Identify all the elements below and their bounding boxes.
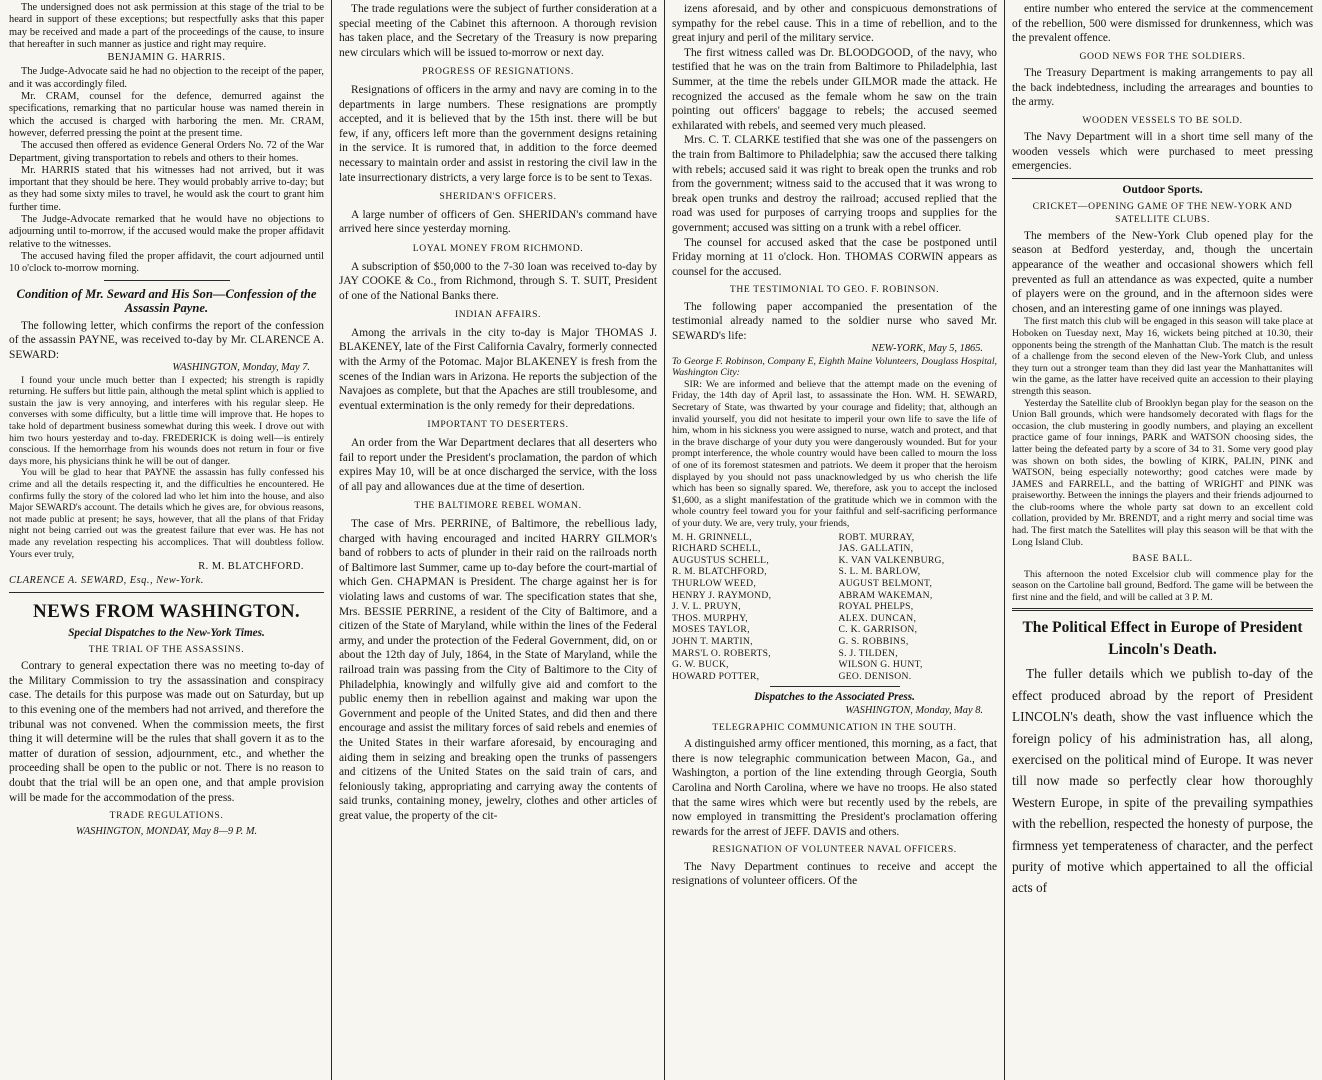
signer-name: M. H. GRINNELL,: [672, 531, 752, 543]
special-dispatches-label: Special Dispatches to the New-York Times.: [68, 626, 265, 639]
column-1: [2, 0, 332, 1080]
sheridans-officers-paragraph: A large number of officers of Gen. SHERIDAN's command have arrived here since yesterday morning.: [339, 208, 657, 236]
deserters-paragraph: An order from the War Department declares that all deserters who fail to report under the President's proclamation, the pardon of which expires May 10, will be at once discharged the service, with the loss of all pay and allowances due at the time of desertion.: [339, 437, 657, 493]
signer-name: ABRAM WAKEMAN,: [838, 589, 933, 601]
seward-condition-headline: Condition of Mr. Seward and His Son—Confession of the Assassin Payne.: [16, 286, 317, 316]
cricket-paragraph-1: The members of the New-York Club opened play for the season at Bedford yesterday, and, though the uncertain appearance of the weather and occasional showers which fell prevented as full an attendance as was expected, quite a number of players were on the ground, and in the afternoon sides were chosen, and an interesting game of one innings was played.: [1012, 229, 1313, 315]
telegraphic-subhead: TELEGRAPHIC COMMUNICATION IN THE SOUTH.: [712, 721, 957, 733]
testimonial-letter: SIR: We are informed and believe that the attempt made on the evening of Friday, the 14th day of April last, to assassinate the Hon. WM. H. SEWARD, Secretary of State, was thwarted by your courage and fidelity; that, although an invalid yourself, you did not hesitate to imperil your own life to save the life of him, whom in his sickness you were assigned to nurse, watch and protect, and that in the brave discharge of your duty you were dangerously wounded. But for your prompt interference, the whole country would have been called to mourn the loss of one of its foremost statesmen and patriots. We deem it proper that the heroism displayed by you should not pass unacknowledged by us who cherish the life which has been so signally spared. We, therefore, ask you to accept the inclosed $1,600, as a slight manifestation of the gratitude which we in common with the whole country feel toward you for your faithful and self-sacrificing performance of your duty. We are, very truly, your friends,: [672, 378, 997, 529]
trade-regulations-paragraph: The trade regulations were the subject of further consideration at a special meeting of the Cabinet this afternoon. A thorough revision has taken place, and the Secretary of the Treasury is now preparing new circulars which will be issued to-morrow or next day.: [339, 3, 657, 59]
divider: [1012, 608, 1313, 611]
trade-regulations-subhead: TRADE REGULATIONS.: [109, 810, 224, 822]
lincoln-death-headline: The Political Effect in Europe of President Lincoln's Death.: [1022, 619, 1303, 659]
signer-name: HENRY J. RAYMOND,: [672, 589, 772, 601]
rebel-woman-continued: izens aforesaid, and by other and conspicuous demonstrations of sympathy for the rebel cause. This in a time of rebellion, and to the great injury and peril of the military service.: [672, 3, 997, 45]
seward-letter-body: I found your uncle much better than I expected; his strength is rapidly returning. He suffers but little pain, although the metal splint which is applied to sustain the jaw is very annoying, and interferes with his regular sleep. He converses with some difficulty, but a little time will improve that. He hopes to take hold of department business somewhat during this week. I drove out with him two hours yesterday and to-day. FREDERICK is doing well—is entirely conscious. If the hemorrhage from his wounds does not return in four or five days more, his physicians think he will be out of danger.: [9, 374, 324, 467]
judge-advocate-paragraph: The Judge-Advocate said he had no objection to the receipt of the paper, and it was accordingly filed.: [9, 66, 324, 90]
wooden-vessels-subhead: WOODEN VESSELS TO BE SOLD.: [1082, 114, 1243, 126]
column-3: [665, 0, 1005, 1080]
signature-blatchford: R. M. BLATCHFORD.: [198, 561, 304, 573]
judge-advocate-remark-paragraph: The Judge-Advocate remarked that he would have no objections to adjourning until to-morrow, if the accused would make the proper affidavit relative to the witnesses.: [9, 214, 324, 250]
signer-name: GEO. DENISON.: [838, 670, 912, 682]
signer-name: JAS. GALLATIN,: [838, 543, 914, 555]
signer-name: RICHARD SCHELL,: [672, 543, 761, 555]
indian-affairs-paragraph: Among the arrivals in the city to-day is Major THOMAS J. BLAKENEY, late of the First California Cavalry, formerly connected with the Army of the Potomac. Major BLAKENEY is fresh from the scenes of the Indian wars in Arizona. He reports the subjection of the Navajoes as complete, but that the Apaches are still troublesome, and eventual extermination is the only remedy for their depredations.: [339, 326, 657, 412]
cram-paragraph: Mr. CRAM, counsel for the defence, demurred against the specifications, remarking that no particular house was named therein in which the accused is charged with harboring the men. Mr. CRAM, however, deferred pressing the point at the present time.: [9, 91, 324, 139]
testimonial-intro: The following paper accompanied the presentation of the testimonial already named to the soldier nurse who saved Mr. SEWARD's life:: [672, 300, 997, 342]
signer-name: ALEX. DUNCAN,: [838, 612, 917, 624]
clarke-testimony: Mrs. C. T. CLARKE testified that she was one of the passengers on the train from Baltimore to Philadelphia; saw the accused there talking with rebels; accused said it was right to break open the trunks and rob from the government; witness said to the accused that it was wrong to break open trunks and destroy the railroad; accused replied that the road was used for purposes of carrying troops and supplies for the government; accused was sitting on a trunk with a rebel officer.: [672, 134, 997, 234]
signer-name: G. W. BUCK,: [672, 659, 729, 671]
base-ball-paragraph: This afternoon the noted Excelsior club will commence play for the season on the Cartoline ball ground, Bedford. The game will be between the first nine and the field, and will be called at 3 P. M.: [1012, 568, 1313, 603]
signer-name: ROBT. MURRAY,: [838, 531, 915, 543]
signature-harris: BENJAMIN G. HARRIS.: [107, 52, 226, 64]
cricket-paragraph-3: Yesterday the Satellite club of Brooklyn began play for the season on the Union Ball grounds, which were handsomely decorated with flags for the occasion, the club mustering in goodly numbers, and playing an excellent practice game of four innings, PARK and WATSON choosing sides, the latter being the defeated party by a score of 34 to 31. Some very good play was shown on both sides, the bowling of KIRK, PALIN, PINK and WATSON, being especially noteworthy; good catches were made by JAMES and FARRELL, and the batting of WRIGHT and PINK was praiseworthy. Between the innings the players and their friends adjourned to the club-rooms where the whole party sat down to an excellent cold collation, provided by Mr. BRENDT, and a right merry and social time was had. The first match the Satellites will play this season will be that with the Long Island Club.: [1012, 397, 1313, 548]
trial-of-assassins-subhead: THE TRIAL OF THE ASSASSINS.: [88, 644, 245, 655]
signers-list: [672, 532, 997, 683]
harris-witnesses-paragraph: Mr. HARRIS stated that his witnesses had not arrived, but it was important that they should be here. They would probably arrive to-day; but as they had some sixty miles to travel, he would ask the court to grant him further time.: [9, 164, 324, 213]
resignations-paragraph: Resignations of officers in the army and navy are coming in to the departments in large numbers. These resignations are promptly accepted, and it is believed that by the 15th inst. there will be but few, if any, officers left more than the government designs retaining in the service. It is rumored that, in addition to the force deemed necessary to maintain order and assist in restoring the civil law in the late insurrectionary districts, a very large force is to be sent to Texas.: [339, 83, 657, 184]
signer-name: JOHN T. MARTIN,: [672, 635, 753, 647]
signer-name: G. S. ROBBINS,: [838, 635, 909, 647]
seward-letter-dateline: WASHINGTON, Monday, May 7.: [172, 362, 310, 374]
column-4: [1005, 0, 1320, 1080]
signer-name: HOWARD POTTER,: [672, 670, 760, 682]
outdoor-sports-title: Outdoor Sports.: [1122, 182, 1203, 196]
general-orders-paragraph: The accused then offered as evidence General Orders No. 72 of the War Department, giving transportation to rebels and others to their homes.: [9, 140, 324, 164]
news-from-washington-banner: NEWS FROM WASHINGTON.: [33, 600, 300, 622]
divider: [104, 280, 230, 281]
postponement-paragraph: The counsel for accused asked that the case be postponed until Friday morning at 11 o'clock. Hon. THOMAS CORWIN appears as counsel for the accused.: [672, 236, 997, 278]
naval-resignation-paragraph: The Navy Department continues to receive and accept the resignations of volunteer officers. Of the: [672, 860, 997, 888]
signer-name: K. VAN VALKENBURG,: [838, 554, 945, 566]
baltimore-rebel-woman-subhead: THE BALTIMORE REBEL WOMAN.: [414, 500, 582, 512]
loyal-money-paragraph: A subscription of $50,000 to the 7-30 loan was received to-day by JAY COOKE & Co., from Richmond, through S. T. SUIT, President of one of the National Banks there.: [339, 260, 657, 302]
naval-resignation-continued: entire number who entered the service at the commencement of the rebellion, 500 were dismissed for drunkenness, which was the prevalent offence.: [1012, 3, 1313, 45]
baltimore-rebel-woman-paragraph: The case of Mrs. PERRINE, of Baltimore, the rebellious lady, charged with having encouraged and incited HARRY GILMOR's band of robbers to acts of plunder in their raid on the railroads north of Baltimore last Summer, came up to-day before the court-martial of which Gen. CHAPMAN is President. The charge against her is for violating laws and customs of war. The specification states that she, Mrs. BESSIE PERRINE, a resident of the City of Baltimore, and a citizen of the State of Maryland, while within the lines of the Federal army, and under the protection of the Federal Government, did, on or about the 12th day of July, 1864, in the State of Maryland, while the railroad train was passing from the City of Baltimore to the City of Philadelphia, knowingly and wilfully give aid and comfort to the public enemy then in rebellion against and making war upon the Government and people of the United States, and did then and there encourage and assist the military forces of said rebels and enemies of the United States in their warfare aforesaid, by encouraging and aiding them in seizing and breaking open the trunks of passengers and citizens of the United States on the said train of cars, and feloniously taking, appropriating and carrying away the contents of said trunks, containing money, jewelry, clothes and other articles of great value, the property of the cit-: [339, 518, 657, 822]
trade-dateline: WASHINGTON, MONDAY, May 8—9 P. M.: [75, 825, 258, 837]
signer-name: ROYAL PHELPS,: [838, 601, 914, 613]
associated-press-dateline: WASHINGTON, Monday, May 8.: [845, 704, 983, 716]
wooden-vessels-paragraph: The Navy Department will in a short time sell many of the wooden vessels which were purchased to meet pressing emergencies.: [1012, 131, 1313, 173]
bloodgood-testimony: The first witness called was Dr. BLOODGOOD, of the navy, who testified that he was on the train from Baltimore to Philadelphia, last Summer, at the time the rebels under GILMOR made the attack. He recognized the accused as the female whom he saw on the train pointing out officers' baggage to rebels; the accused seemed exhilarated with rebels, and seemed very much pleased.: [672, 46, 997, 132]
lincoln-death-paragraph: The fuller details which we publish to-day of the effect produced abroad by the report of President LINCOLN's death, show the vast influence which the foreign policy of his administration has, all along, exercised on the political mind of Europe. It was never till now made so perfectly clear how thoroughly Western Europe, in spite of the prevailing sympathies with the rebellion, respected the honesty of purpose, the firmness yet temperateness of character, and the perfect purity of motive which appertained to all the official acts of: [1012, 666, 1313, 896]
good-news-subhead: GOOD NEWS FOR THE SOLDIERS.: [1079, 50, 1246, 62]
divider: [770, 686, 900, 687]
seward-letter-intro: The following letter, which confirms the report of the confession of the assassin PAYNE, was received to-day by Mr. CLARENCE A. SEWARD:: [9, 319, 324, 361]
signer-name: MARS'L O. ROBERTS,: [672, 647, 771, 659]
payne-confession-paragraph: You will be glad to hear that PAYNE the assassin has fully confessed his crime and all the details respecting it, and the difficulties he encountered. He confirms fully the story of the colored lad who let him into the house, and also Major SEWARD's account. The details which he gives are, for obvious reasons, not made public at present; he says, however, that all the plans of that Friday night not being carried out was the greatest failure that ever was. He has not made any revelation respecting his accomplices. That will doubtless follow. Yours ever truly,: [9, 467, 324, 560]
sheridans-officers-subhead: SHERIDAN'S OFFICERS.: [439, 191, 557, 203]
robinson-testimonial-subhead: THE TESTIMONIAL TO GEO. F. ROBINSON.: [729, 284, 940, 296]
signer-name: R. M. BLATCHFORD,: [672, 566, 767, 578]
signer-name: AUGUST BELMONT,: [838, 577, 933, 589]
testimonial-address: To George F. Robinson, Company E, Eighth Maine Volunteers, Douglass Hospital, Washington City:: [672, 355, 997, 379]
deserters-subhead: IMPORTANT TO DESERTERS.: [427, 419, 569, 431]
indian-affairs-subhead: INDIAN AFFAIRS.: [454, 309, 542, 321]
resignations-subhead: PROGRESS OF RESIGNATIONS.: [422, 66, 574, 78]
testimonial-dateline: NEW-YORK, May 5, 1865.: [871, 343, 983, 355]
good-news-paragraph: The Treasury Department is making arrangements to pay all the back indebtedness, including the arrearages and bounties to the army.: [1012, 67, 1313, 109]
column-2: [332, 0, 665, 1080]
signer-name: THURLOW WEED,: [672, 577, 757, 589]
telegraphic-paragraph: A distinguished army officer mentioned, this morning, as a fact, that there is now telegraphic communication between Macon, Ga., and Washington, a portion of the line extending through Georgia, South Carolina and North Carolina, where we have no troops. He also stated that the same wires which were but recently used by the rebels, are now employed in transmitting the President's proclamation offering rewards for the arrest of JEFF. DAVIS and others.: [672, 738, 997, 838]
signer-name: C. K. GARRISON,: [838, 624, 918, 636]
signer-name: MOSES TAYLOR,: [672, 624, 750, 636]
divider: [9, 592, 324, 593]
divider: [1012, 178, 1313, 179]
base-ball-subhead: BASE BALL.: [1132, 553, 1193, 565]
adjourned-paragraph: The accused having filed the proper affidavit, the court adjourned until 10 o'clock to-morrow morning.: [9, 250, 324, 275]
signer-name: J. V. L. PRUYN,: [672, 601, 741, 613]
naval-resignation-subhead: RESIGNATION OF VOLUNTEER NAVAL OFFICERS.: [712, 844, 957, 856]
signer-name: AUGUSTUS SCHELL,: [672, 554, 770, 566]
cricket-subhead: CRICKET—OPENING GAME OF THE NEW-YORK AND SATELLITE CLUBS.: [1032, 201, 1293, 225]
trial-paragraph: Contrary to general expectation there was no meeting to-day of the Military Commission to try the assassination and conspiracy case. The details for this purpose was made out on Saturday, but up to this evening one of the members had not arrived, and therefore the tribunal was not convened. When the commission meets, the first thing it will determine will be the rules that shall govern it as to the matter of duration of session, adjournment, etc., and whether the proceeding shall be open to the public or not. There is no reason to doubt that the trial will be an open one, and that ample provision will be made for the accommodation of the press.: [9, 660, 324, 804]
associated-press-label: Dispatches to the Associated Press.: [754, 691, 915, 704]
loyal-money-subhead: LOYAL MONEY FROM RICHMOND.: [412, 242, 584, 254]
addressee-clarence-seward: CLARENCE A. SEWARD, Esq., New-York.: [9, 575, 204, 587]
signer-name: S. J. TILDEN,: [838, 647, 898, 659]
signer-name: WILSON G. HUNT,: [838, 659, 923, 671]
signer-name: S. L. M. BARLOW,: [838, 566, 921, 578]
cricket-paragraph-2: The first match this club will be engaged in this season will take place at Hoboken on Tuesday next, May 16, wickets being pitched at 10.30, their opponents being the strength of the Manhattan Club. The match is the result of a challenge from the second eleven of the New-York Club, and unless they turn out a stronger team than they did last year the Manhattanites will win the game, as the latter have received quite an accession to their playing strength this season.: [1012, 316, 1313, 397]
harris-paper-paragraph: The undersigned does not ask permission at this stage of the trial to be heard in support of these exceptions; but respectfully asks that this paper may be received and made a part of the proceedings of the cause, to insure that hereafter in such manner as justice and right may require.: [9, 2, 324, 50]
signer-name: THOS. MURPHY,: [672, 612, 748, 624]
